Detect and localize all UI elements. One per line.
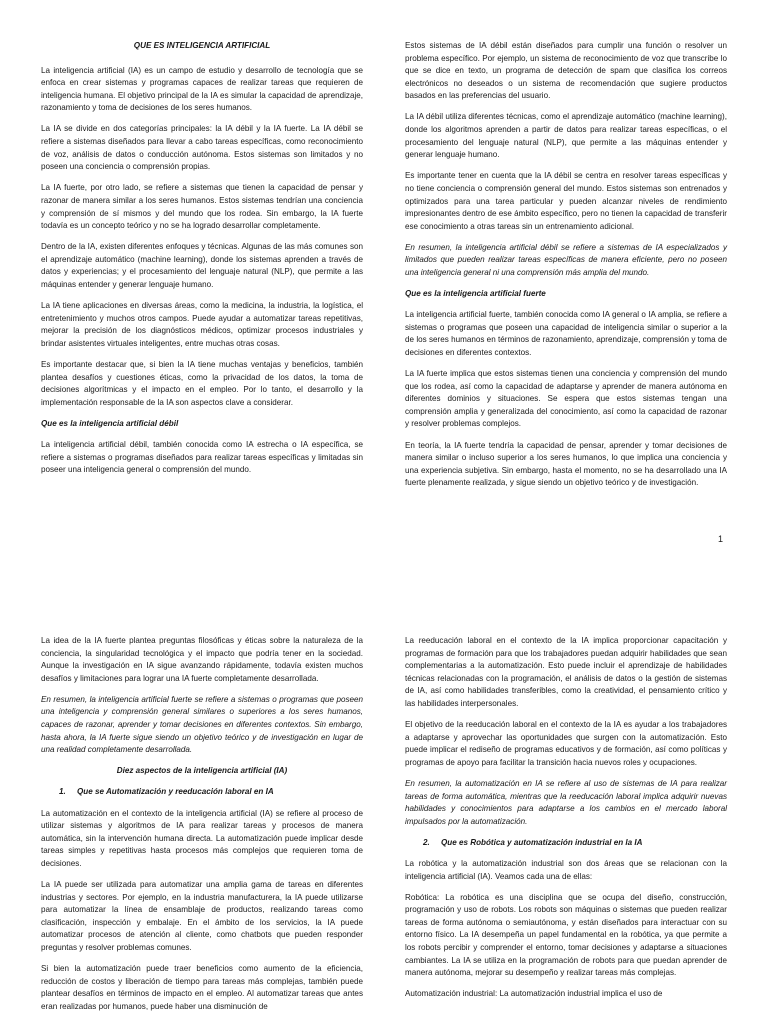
paragraph: Es importante destacar que, si bien la IA tiene muchas ventajas y beneficios, también plantea desafíos y cuestiones éticas, como la privacidad de los datos, la toma de decisiones algorítmicas y el impacto en el empleo. Por lo tanto, el desarrollo y la implementación responsable de la IA son aspectos clave a considerar. [41, 359, 363, 407]
right-column [405, 40, 727, 498]
paragraph: En teoría, la IA fuerte tendría la capacidad de pensar, aprender y tomar decisiones de manera similar o incluso superior a los seres humanos, lo que implica una conciencia y una experiencia subjetiva. Sin embargo, hasta el momento, no se ha desarrollado una IA fuerte plenamente realizada, y sigue siendo un objetivo teórico y de investigación. [405, 440, 727, 488]
paragraph: La robótica y la automatización industrial son dos áreas que se relacionan con la inteligencia artificial (IA). Veamos cada una de ellas: [405, 858, 727, 881]
page-number: 1 [718, 534, 724, 544]
right-column [405, 635, 727, 1009]
paragraph: Dentro de la IA, existen diferentes enfoques y técnicas. Algunas de las más comunes son el aprendizaje automático (machine learning), donde los sistemas aprenden a través de datos y experiencias; y el procesamiento del lenguaje natural (NLP), que permite a las máquinas entender y generar lenguaje humano. [41, 242, 363, 289]
summary-paragraph: En resumen, la inteligencia artificial débil se refiere a sistemas de IA especializados y limitados que pueden realizar tareas específicas de manera eficiente, pero no poseen una inteligencia general ni una comprensión más amplia del mundo. [405, 242, 727, 277]
left-column [41, 40, 363, 485]
numbered-heading-1 [41, 786, 363, 799]
heading-number: 1. [59, 787, 66, 797]
paragraph: La inteligencia artificial fuerte, también conocida como IA general o IA amplia, se refiere a sistemas o programas que poseen una capacidad de inteligencia similar o superior a la de los seres humanos en términos de razonamiento, aprendizaje, comprensión y toma de decisiones en diferentes contextos. [405, 310, 727, 357]
paragraph: Si bien la automatización puede traer beneficios como aumento de la eficiencia, reducción de costos y liberación de tiempo para tareas más complejas, también puede plantear desafíos en términos de impacto en el empleo. Al automatizar tareas que antes eran realizadas por humanos, puede haber una disminución de [41, 964, 363, 1011]
paragraph: La IA tiene aplicaciones en diversas áreas, como la medicina, la industria, la logística, el entretenimiento y muchos otros campos. Puede ayudar a automatizar tareas repetitivas, mejorar la precisión de los diagnósticos médicos, optimizar procesos industriales y brindar asistentes virtuales inteligentes, entre muchas otras cosas. [41, 301, 363, 348]
summary-paragraph: En resumen, la automatización en IA se refiere al uso de sistemas de IA para realizar tareas de forma automática, mientras que la reeducación laboral implica adquirir nuevas habilidades y conocimientos para adaptarse a los cambios en el mercado laboral impulsados por la automatización. [405, 778, 727, 826]
section-heading-ia-debil: Que es la inteligencia artificial débil [41, 418, 179, 428]
paragraph: La inteligencia artificial (IA) es un campo de estudio y desarrollo de tecnología que se enfoca en crear sistemas y programas capaces de realizar tareas que requieren de inteligencia humana. El objetivo principal de la IA es simular la capacidad de aprendizaje, razonamiento y toma de decisiones de los seres humanos. [41, 65, 363, 113]
paragraph: La IA fuerte implica que estos sistemas tienen una conciencia y comprensión del mundo que los rodea, así como la capacidad de adaptarse y aprender de manera autónoma en diferentes dominios y situaciones. Se espera que estos sistemas tengan una comprensión amplia y generalizada del conocimiento, así como la capacidad de razonar y resolver problemas complejos. [405, 369, 727, 429]
paragraph: La inteligencia artificial débil, también conocida como IA estrecha o IA específica, se refiere a sistemas o programas diseñados para realizar tareas específicas y limitadas sin poseer una inteligencia general o comprensión del mundo. [41, 439, 363, 475]
page-gap [0, 560, 768, 624]
paragraph: Automatización industrial: La automatización industrial implica el uso de [405, 989, 663, 999]
summary-paragraph: En resumen, la inteligencia artificial fuerte se refiere a sistemas o programas que poseen una inteligencia y comprensión general similares o superiores a los seres humanos, capaces de razonar, aprender y tomar decisiones en diferentes contextos. Sin embargo, hasta ahora, la IA fuerte sigue siendo un objetivo teórico y de investigación en lugar de una realidad completamente desarrollada. [41, 694, 363, 755]
left-column [41, 635, 363, 1022]
paragraph: La IA débil utiliza diferentes técnicas, como el aprendizaje automático (machine learning), donde los algoritmos aprenden a partir de datos para realizar tareas específicas, o el procesamiento del lenguaje natural (NLP), que permite a las máquinas entender y generar lenguaje humano. [405, 112, 727, 160]
paragraph: La reeducación laboral en el contexto de la IA implica proporcionar capacitación y programas de formación para que los trabajadores puedan adquirir habilidades que sean complementarias a la automatización. Esto puede incluir el aprendizaje de habilidades técnicas relacionadas con la programación, el análisis de datos o la gestión de sistemas de IA, así como habilidades transferibles, como la creatividad, el pensamiento crítico y las habilidades interpersonales. [405, 636, 727, 708]
paragraph: Estos sistemas de IA débil están diseñados para cumplir una función o resolver un problema específico. Por ejemplo, un sistema de reconocimiento de voz que transcribe lo que se dice en texto, un programa de detección de spam que clasifica los correos electrónicos no deseados o un sistema de recomendación que sugiere productos basados en las preferencias del usuario. [405, 41, 727, 101]
section-heading-diez-aspectos: Diez aspectos de la inteligencia artificial (IA) [116, 766, 288, 776]
document-page-2 [0, 624, 768, 1024]
heading-number: 2. [423, 837, 430, 847]
document-title: QUE ES INTELIGENCIA ARTIFICIAL [133, 41, 271, 50]
paragraph: Robótica: La robótica es una disciplina que se ocupa del diseño, construcción, programación y uso de robots. Los robots son máquinas o sistemas que pueden realizar tareas de forma autónoma o semiautónoma, y están diseñados para interactuar con su entorno físico. La IA desempeña un papel fundamental en la robótica, ya que permite a los robots percibir y comprender el entorno, tomar decisiones y adaptarse a situaciones cambiantes. La IA se utiliza en la programación de robots para que puedan aprender de manera autónoma, mejorar su desempeño y realizar tareas más complejas. [405, 892, 727, 978]
paragraph: La idea de la IA fuerte plantea preguntas filosóficas y éticas sobre la naturaleza de la conciencia, la singularidad tecnológica y el impacto que podría tener en la sociedad. Aunque la investigación en IA sigue avanzando rápidamente, todavía existen muchos desafíos y limitaciones para lograr una IA fuerte completamente desarrollada. [41, 636, 363, 683]
paragraph: La IA se divide en dos categorías principales: la IA débil y la IA fuerte. La IA débil se refiere a sistemas diseñados para llevar a cabo tareas específicas, como reconocimiento de voz, análisis de datos o conducción autónoma. Estos sistemas son limitados y no poseen una conciencia o comprensión propias. [41, 124, 363, 172]
paragraph: La automatización en el contexto de la inteligencia artificial (IA) se refiere al proceso de utilizar sistemas y algoritmos de IA para realizar tareas y procesos de manera automática, sin la intervención humana directa. La automatización puede implicar desde tareas simples y repetitivas hasta procesos más complejos que requieren toma de decisiones. [41, 808, 363, 868]
heading-text: Que es Robótica y automatización industrial en la IA [441, 837, 643, 847]
paragraph: El objetivo de la reeducación laboral en el contexto de la IA es ayudar a los trabajadores a adaptarse y aprovechar las oportunidades que surgen con la automatización. Esto puede implicar el rediseño de programas educativos y de formación, así como políticas y programas de apoyo para facilitar la transición hacia nuevos roles y ocupaciones. [405, 720, 727, 767]
paragraph: La IA fuerte, por otro lado, se refiere a sistemas que tienen la capacidad de pensar y razonar de manera similar a los seres humanos. Estos sistemas tendrían una conciencia y comprensión de sí mismos y del mundo que los rodea. Sin embargo, la IA fuerte todavía es un concepto teórico y no se ha logrado desarrollar completamente. [41, 183, 363, 231]
heading-text: Que se Automatización y reeducación laboral en IA [77, 787, 274, 797]
paragraph: La IA puede ser utilizada para automatizar una amplia gama de tareas en diferentes industrias y sectores. Por ejemplo, en la industria manufacturera, la IA puede utilizarse para automatizar la línea de ensamblaje de productos, realizando tareas como clasificación, inspección y embalaje. En el ámbito de los servicios, la IA puede automatizar procesos de atención al cliente, como chatbots que pueden responder preguntas y resolver problemas comunes. [41, 880, 363, 952]
section-heading-ia-fuerte: Que es la inteligencia artificial fuerte [405, 289, 546, 299]
numbered-heading-2 [405, 837, 727, 850]
paragraph: Es importante tener en cuenta que la IA débil se centra en resolver tareas específicas y no tiene conciencia o comprensión general del mundo. Estos sistemas son entrenados y optimizados para una tarea particular y pueden alcanzar niveles de rendimiento impresionantes dentro de ese ámbito específico, pero no tienen la capacidad de transferir ese conocimiento a otras tareas sin un entrenamiento adicional. [405, 171, 727, 231]
